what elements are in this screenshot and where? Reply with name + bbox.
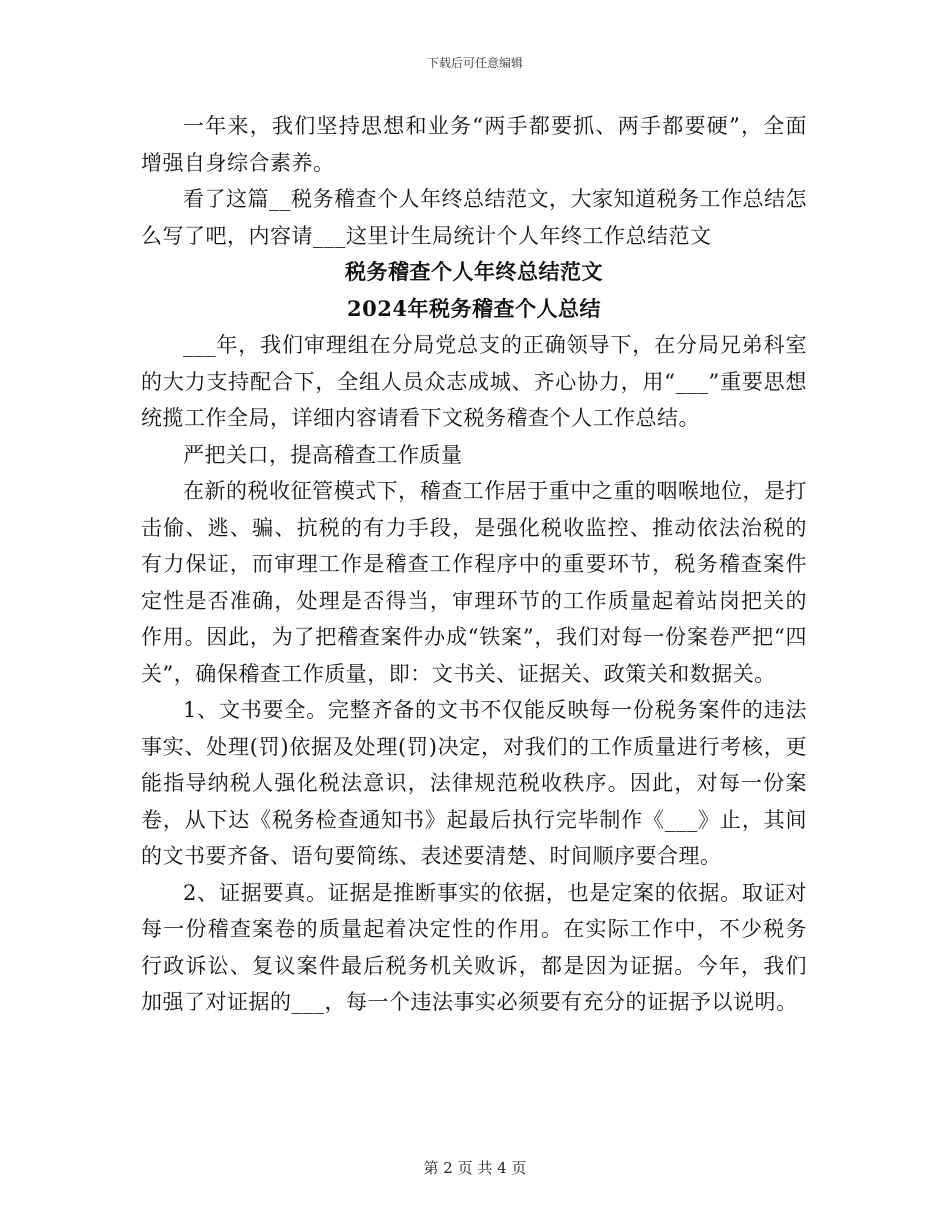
document-title: 税务稽查个人年终总结范文 — [345, 259, 603, 284]
document-subtitle: 2024年税务稽查个人总结 — [347, 295, 601, 321]
section-heading: 严把关口，提高稽查工作质量 — [183, 442, 463, 467]
page-footer: 第 2 页 共 4 页 — [423, 1159, 527, 1177]
paragraph: 1、文书要全。完整齐备的文书不仅能反映每一份税务案件的违法事实、处理(罚)依据及处理(罚)决定，对我们的工作质量进行考核，更能指导纳税人强化税法意识，法律规范税收秩序。因此，对每一份案卷，从下达《税务检查通知书》起最后执行完毕制作《___》止，其间的文书要齐备、语句要简练、表述要清楚、时间顺序要合理。 — [141, 698, 807, 868]
paragraph: 看了这篇__税务稽查个人年终总结范文，大家知道税务工作总结怎么写了吧，内容请___这里计生局统计个人年终工作总结范文 — [141, 187, 807, 248]
document-body — [141, 108, 807, 1021]
paragraph: 一年来，我们坚持思想和业务“两手都要抓、两手都要硬”，全面增强自身综合素养。 — [141, 114, 807, 175]
paragraph: 2、证据要真。证据是推断事实的依据，也是定案的依据。取证对每一份稽查案卷的质量起着决定性的作用。在实际工作中，不少税务行政诉讼、复议案件最后税务机关败诉，都是因为证据。今年，我们加强了对证据的___，每一个违法事实必须要有充分的证据予以说明。 — [141, 880, 807, 1014]
paragraph: 在新的税收征管模式下，稽查工作居于重中之重的咽喉地位，是打击偷、逃、骗、抗税的有力手段，是强化税收监控、推动依法治税的有力保证，而审理工作是稽查工作程序中的重要环节，税务稽查案件定性是否准确，处理是否得当，审理环节的工作质量起着站岗把关的作用。因此，为了把稽查案件办成“铁案”，我们对每一份案卷严把“四关”，确保稽查工作质量，即：文书关、证据关、政策关和数据关。 — [141, 479, 807, 686]
page-header: 下载后可任意编辑 — [426, 56, 523, 70]
paragraph: ___年，我们审理组在分局党总支的正确领导下，在分局兄弟科室的大力支持配合下，全组人员众志成城、齐心协力，用“___”重要思想统揽工作全局，详细内容请看下文税务稽查个人工作总结。 — [141, 333, 807, 430]
